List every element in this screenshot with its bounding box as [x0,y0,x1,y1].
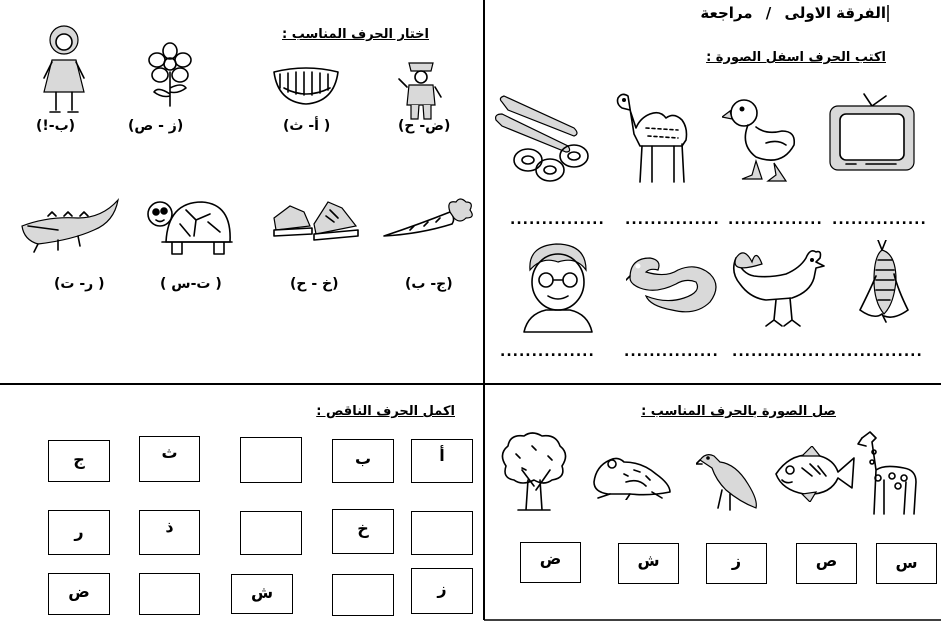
q1-choice-4[interactable]: (ب-!) [36,118,76,134]
giraffe-icon [854,430,926,516]
q4-letter-box[interactable]: ص [796,543,857,584]
q4-letter-box[interactable]: ض [520,542,581,583]
q4-letter-box[interactable]: ز [706,543,767,584]
q2-blank-7[interactable]: ............... [624,344,719,360]
q2-blank-5[interactable]: ............... [828,344,923,360]
q1-title: اختار الحرف المناسب : [282,27,429,42]
boy-icon [520,240,596,334]
q3-cell[interactable]: ش [231,574,293,614]
cucumber-icon [494,94,594,186]
q1-choice-8[interactable]: ( ر- ت) [54,276,105,292]
q2-blank-8[interactable]: ............... [500,344,595,360]
q1-choice-5[interactable]: (ج- ب) [405,276,453,292]
q3-title: اكمل الحرف الناقص : [316,404,455,419]
flower-icon [140,42,200,110]
q3-cell[interactable]: ض [48,573,110,615]
snake-icon [626,248,722,318]
eagle-icon [696,450,762,512]
q1-choice-7[interactable]: ( ت-س ) [160,276,222,292]
header-separator: / [765,4,772,22]
q4-letter-box[interactable]: ش [618,543,679,584]
girl-icon [38,22,90,118]
turtle-icon [146,192,236,260]
q3-cell[interactable]: ث [139,436,200,482]
frog-icon [590,452,674,500]
q1-choice-6[interactable]: (خ - ح) [290,276,339,292]
rooster-icon [726,244,826,330]
q3-cell[interactable]: ز [411,568,473,614]
worksheet-header [700,4,886,22]
class-label: الفرقة الاولى [784,4,886,22]
q3-cell[interactable] [332,574,394,616]
teeth-icon [270,66,342,108]
q2-blank-3[interactable]: ............... [625,212,720,228]
q3-cell[interactable]: أ [411,439,473,483]
crocodile-icon [18,196,124,254]
q3-cell[interactable]: ر [48,510,110,555]
q3-cell[interactable] [240,511,302,555]
q2-blank-1[interactable]: ............... [832,212,927,228]
shoes-icon [270,196,362,244]
q2-blank-6[interactable]: ............... [732,344,827,360]
q2-blank-2[interactable]: ............... [728,212,823,228]
q2-title: اكتب الحرف اسفل الصورة : [706,50,886,65]
tv-icon [826,92,918,174]
subject-label: مراجعة [700,4,753,22]
q4-title: صل الصورة بالحرف المناسب : [641,404,836,419]
q1-choice-2[interactable]: ( أ- ث) [283,118,331,134]
duck-icon [722,95,802,185]
corn-icon [852,240,914,324]
tree-icon [496,430,570,514]
carrot-icon [380,196,476,242]
q3-cell[interactable] [240,437,302,483]
q1-choice-1[interactable]: (ض- ح) [398,118,451,134]
q4-letter-box[interactable]: س [876,543,937,584]
q3-cell[interactable]: ب [332,439,394,483]
camel-icon [612,88,696,186]
q3-cell[interactable]: خ [332,509,394,554]
q1-choice-3[interactable]: (ز - ص) [128,118,184,134]
q3-cell[interactable] [139,573,200,615]
fish-icon [772,446,856,502]
policeman-icon [395,55,447,123]
q3-cell[interactable]: ذ [139,510,200,555]
q2-blank-4[interactable]: ............... [510,212,605,228]
q3-cell[interactable]: ج [48,440,110,482]
q3-cell[interactable] [411,511,473,555]
